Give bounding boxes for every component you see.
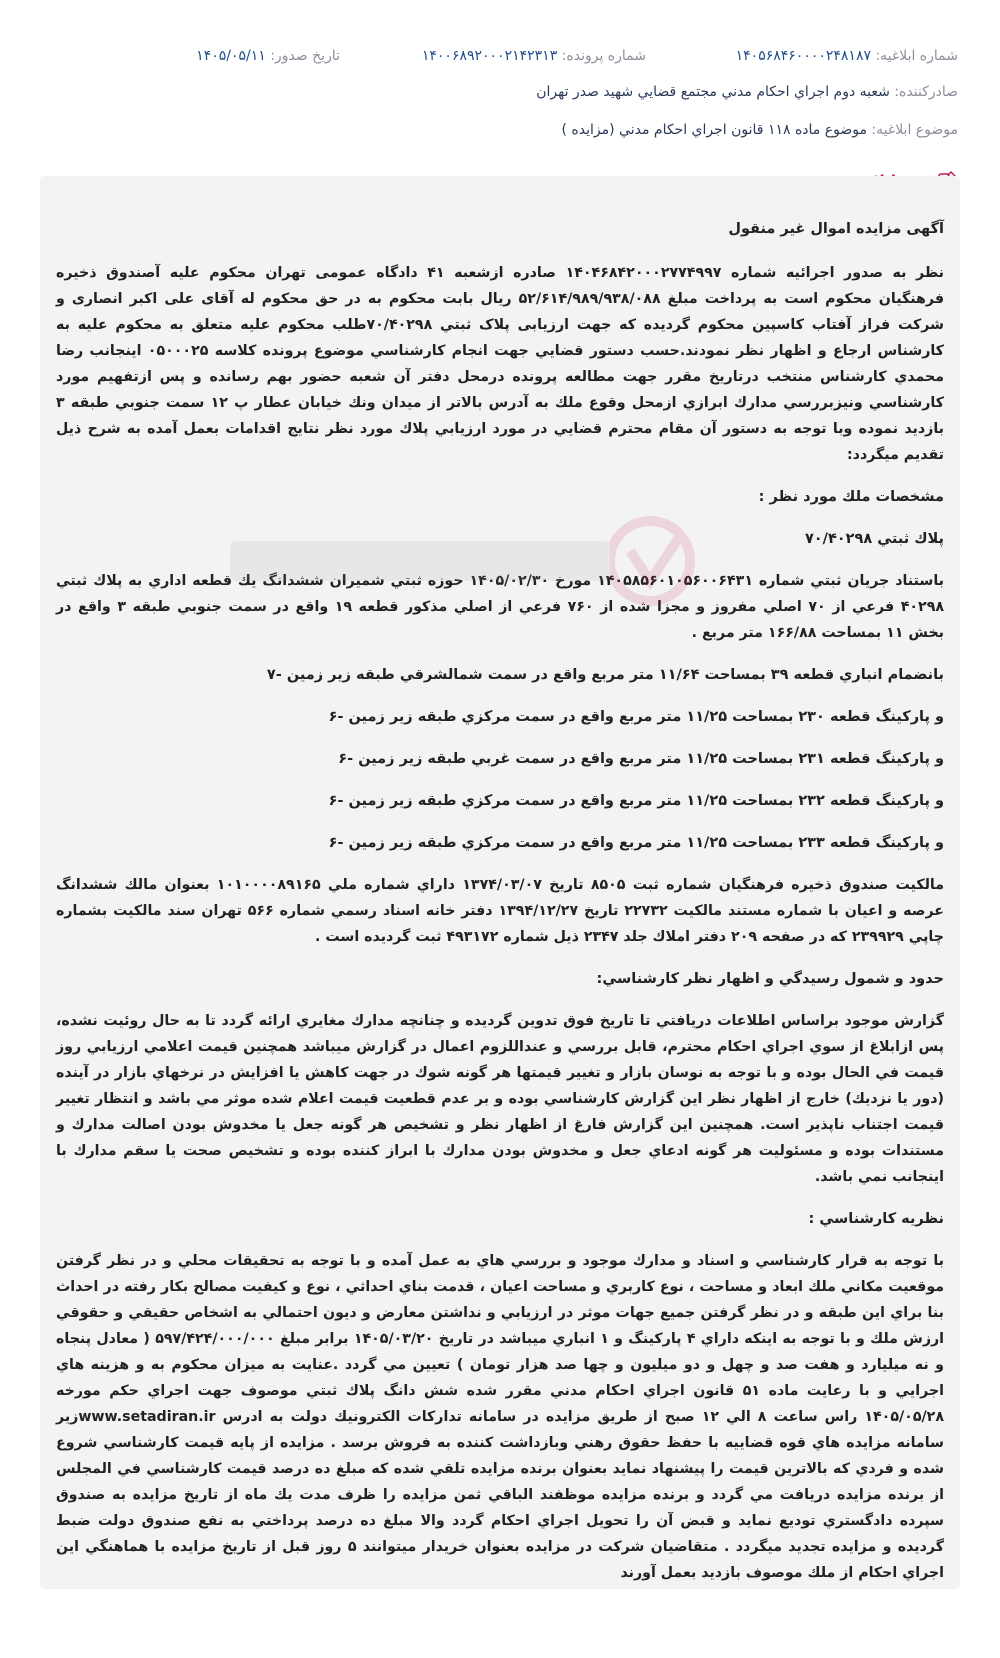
plate-number-heading: پلاك ثبتي ۷۰/۴۰۲۹۸ — [804, 531, 944, 547]
issue-date-label: تاریخ صدور: — [270, 48, 340, 64]
notification-number-label: شماره ابلاغیه: — [875, 48, 958, 64]
subject-row — [42, 122, 958, 138]
issuer-label: صادرکننده: — [894, 84, 958, 100]
case-number-label: شماره پرونده: — [561, 48, 646, 64]
header-meta-row — [42, 48, 958, 70]
scope-heading: حدود و شمول رسيدگي و اظهار نظر كارشناسي: — [596, 971, 944, 987]
issuer-row — [42, 84, 958, 100]
parking-line-233: و پاركينگ قطعه ۲۳۳ بمساحت ۱۱/۲۵ متر مربع واقع در سمت مركزي طبقه زير زمين -۶ — [328, 835, 944, 851]
case-number-value: ۱۴۰۰۶۸۹۲۰۰۰۲۱۴۲۳۱۳ — [421, 48, 558, 64]
parking-line-230: و پاركينگ قطعه ۲۳۰ بمساحت ۱۱/۲۵ متر مربع واقع در سمت مركزي طبقه زير زمين -۶ — [328, 709, 944, 725]
document-title: آگهی مزایده اموال غیر منقول — [728, 221, 944, 237]
issue-date-value: ۱۴۰۵/۰۵/۱۱ — [196, 48, 266, 64]
expert-opinion-paragraph: با توجه به قرار كارشناسي و اسناد و مدارك موجود و بررسي هاي به عمل آمده و با توجه به تحقيقات محلي و در نظر گرفتن موقعيت مكاني ملك ابعاد و مساحت ، نوع كاربري و مساحت اعيان ، قدمت بناي احداثي ، نوع و كيفيت مصالح بكار رفته در احداث بنا براي اين طبقه و در نظر گرفتن جميع جهات موثر در ارزيابي و نداشتن معارض و ديون احتمالي به اشخاص حقيقي و حقوقي ارزش ملك و با توجه به اينكه داراي ۴ پاركينگ و ۱ انباري ميباشد در تاريخ ۱۴۰۵/۰۳/۲۰ برابر مبلغ ۵۹۷/۴۲۴/۰۰۰/۰۰۰ ( معادل پنجاه و نه ميليارد و هفت صد و چهل و دو ميليون و چها صد هزار تومان ) تعيين مي گردد .عنايت به ميزان محكوم به و هزينه هاي اجرايي و با رعايت ماده ۵۱ قانون اجراي احكام مدني مقرر شده شش دانگ پلاك ثبتي موصوف جهت اجراي حكم مورخه ۱۴۰۵/۰۵/۲۸ راس ساعت ۸ الي ۱۲ صبح از طريق مزايده در سامانه تداركات الكترونيك دولت به ادرس www.setadiran.irزير سامانه مزايده هاي قوه قضاييه با حفظ حقوق رهني وبازداشت كننده به فروش برسد . مزايده از پايه قيمت كارشناسي شروع شده و فردي كه بالاترين قيمت را پيشنهاد نمايد بعنوان برنده مزايده تلقي شده كه مبلغ ده درصد قيمت كارشناسي في المجلس از برنده مزايده دريافت مي گردد و برنده مزايده موظفند الباقي ثمن مزايده را ظرف مدت يك ماه از تاريخ مزايده به صندوق سپرده دادگستري توديع نمايد و قبض آن را تحويل اجراي احكام گردد والا مبلغ ده درصد پرداختي به نفع صندوق دولت ضبط گرديده و مزايده تجديد ميگردد . متقاضيان شركت در مزايده بعنوان خريدار ميتوانند ۵ روز قبل از تاريخ مزايده با هماهنگي اين اجراي احكام از ملك موصوف بازديد بعمل آورند — [56, 1253, 945, 1581]
notification-body — [40, 176, 960, 1589]
scope-paragraph: گزارش موجود براساس اطلاعات دريافتي تا تاريخ فوق تدوين گرديده و چنانچه مدارك مغايري ارائه گردد تا به حال روئيت نشده، پس ازابلاغ از سوي اجراي احكام محترم، قابل بررسي و عنداللزوم اعمال در گزارش ميباشد همچنين قيمت اعلامي ارزيابي روز قيمت في الحال بوده و با توجه به نوسان بازار و تغيير قيمتها هر گونه شوك در جهت كاهش يا افزايش در نرخهاي بازار در آينده (دور يا نزديك) خارج از اظهار نظر اين گزارش كارشناسي بوده و بر عدم قطعيت قيمت اعلام شده موثر مي باشد و انتظار تغيير قيمت اجتناب ناپذير است. همچنين اين گزارش فارغ از اظهار نظر و تشخيص هر گونه جعل يا مخدوش بودن اصالت مدارك و مستندات بوده و مسئوليت هر گونه ادعاي جعل و مخدوش بودن مدارك با ابراز كننده بوده و تشخيص صحت يا سقم مدارك با اينجانب نمي باشد. — [56, 1013, 944, 1185]
parking-line-231: و پاركينگ قطعه ۲۳۱ بمساحت ۱۱/۲۵ متر مربع واقع در سمت غربي طبقه زير زمين -۶ — [338, 751, 944, 767]
issuer-value: شعبه دوم اجراي احكام مدني مجتمع قضايي شهيد صدر تهران — [536, 84, 890, 100]
ownership-paragraph: مالكيت صندوق ذخيره فرهنگيان شماره ثبت ۸۵۰۵ تاريخ ۱۳۷۴/۰۳/۰۷ داراي شماره ملي ۱۰۱۰۰۰۰۸۹۱۶۵ بعنوان مالك ششدانگ عرصه و اعيان با شماره مستند مالكيت ۲۲۷۳۲ تاريخ ۱۳۹۴/۱۲/۲۷ دفتر خانه اسناد رسمي شماره ۵۶۶ تهران سند مالكيت بشماره چاپي ۲۳۹۹۲۹ كه در صفحه ۲۰۹ دفتر املاك جلد ۲۳۴۷ ذيل شماره ۴۹۳۱۷۲ ثبت گرديده است . — [56, 877, 945, 945]
case-number — [422, 48, 646, 64]
subject-value: موضوع ماده ۱۱۸ قانون اجراي احكام مدني (مزايده ) — [561, 122, 867, 138]
parking-line-232: و پاركينگ قطعه ۲۳۲ بمساحت ۱۱/۲۵ متر مربع واقع در سمت مركزي طبقه زير زمين -۶ — [328, 793, 944, 809]
notification-number — [736, 48, 958, 64]
storage-line: بانضمام انباري قطعه ۳۹ بمساحت ۱۱/۶۴ متر مربع واقع در سمت شمالشرقي طبقه زير زمين -۷ — [266, 667, 944, 683]
expert-opinion-heading: نظريه كارشناسي : — [808, 1211, 944, 1227]
notification-number-value: ۱۴۰۵۶۸۴۶۰۰۰۰۲۴۸۱۸۷ — [735, 48, 871, 64]
intro-paragraph: نظر به صدور اجرائیه شماره ۱۴۰۴۶۸۴۲۰۰۰۲۷۷۴۹۹۷ صادره ازشعبه ۴۱ دادگاه عمومی تهران محکوم علیه آصندوق ذخیره فرهنگیان محکوم است به پرداخت مبلغ ۵۲/۶۱۴/۹۸۹/۹۳۸/۰۸۸ ریال بابت محکوم به در حق محکوم له آقای علی اکبر انصاری و شرکت فراز آفتاب کاسپین محکوم گردیده که جهت ارزیابی پلاک ثبتي ۷۰/۴۰۲۹۸طلب محکوم علیه متعلق به محکوم علیه به کارشناس ارجاع و اظهار نظر نمودند.حسب دستور قضايي جهت انجام كارشناسي موضوع پرونده كلاسه ۰۵۰۰۰۲۵ اينجانب رضا محمدي كارشناس منتخب درتاريخ مقرر جهت مطالعه پرونده درمحل دفتر آن شعبه حضور بهم رسانده و پس ازتفهيم مورد كارشناسي ونيزبررسي مدارك ابرازي ازمحل وقوع ملك به آدرس بالاتر از ميدان ونك خيابان عطار پ ۱۲ سمت جنوبي طبقه ۳ بازديد نموده وبا توجه به دستور آن مقام محترم قضايي در مورد ارزيابي پلاك مورد نظر نتايج اقدامات بعمل آمده به شرح ذيل تقديم ميگردد: — [56, 265, 945, 463]
subject-label: موضوع ابلاغیه: — [871, 122, 958, 138]
registry-paragraph: باستناد جريان ثبتي شماره ۱۴۰۵۸۵۶۰۱۰۵۶۰۰۶۴۳۱ مورخ ۱۴۰۵/۰۲/۳۰ حوزه ثبتي شميران ششدانگ يك قطعه اداري به پلاك ثبتي ۴۰۲۹۸ فرعي از ۷۰ اصلي مفروز و مجزا شده از ۷۶۰ فرعي از اصلي مذكور قطعه ۱۹ واقع در سمت جنوبي طبقه ۳ واقع در بخش ۱۱ بمساحت ۱۶۶/۸۸ متر مربع . — [56, 573, 945, 641]
property-specs-heading: مشخصات ملك مورد نظر : — [758, 489, 944, 505]
issue-date — [196, 48, 340, 64]
